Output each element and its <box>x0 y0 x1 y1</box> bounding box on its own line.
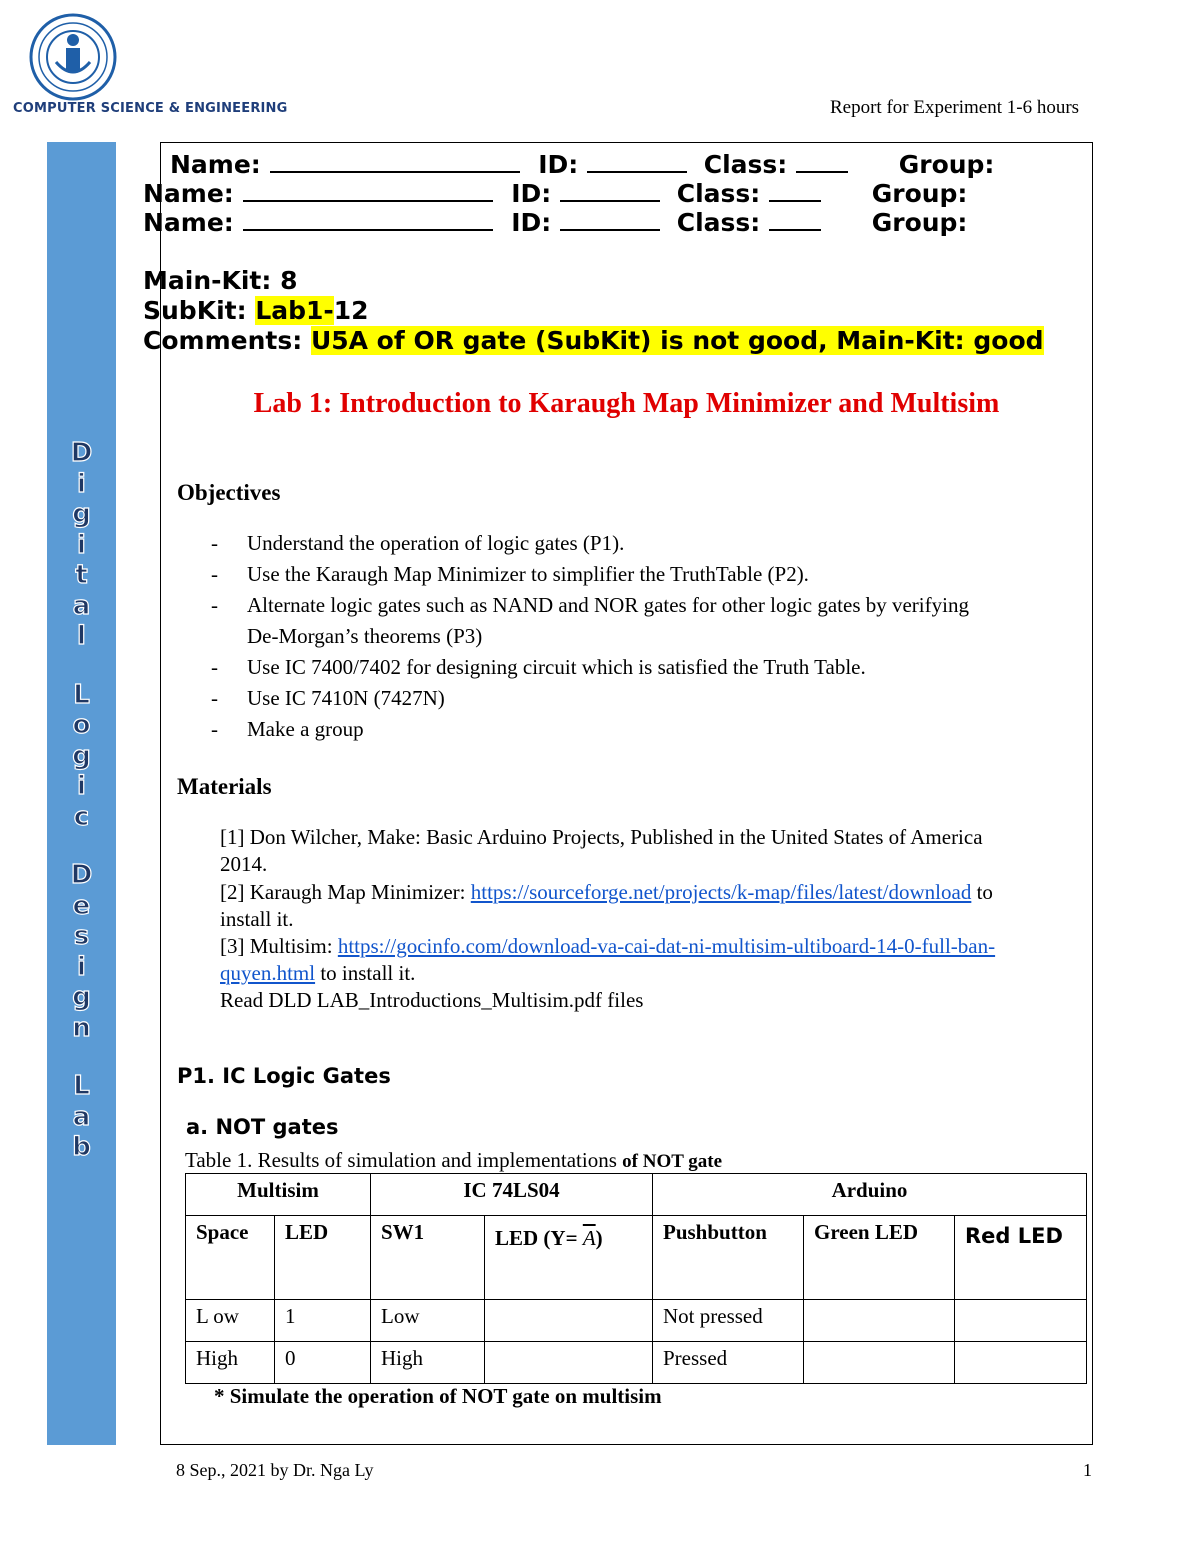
multisim-download-link[interactable]: https://gocinfo.com/download-va-cai-dat-ni-multisim-ultiboard-14-0-full-ban- <box>337 934 996 958</box>
group-label: Group: <box>871 208 968 237</box>
sidebar-letter: l <box>77 621 86 651</box>
not-gate-results-table <box>185 1173 1087 1384</box>
class-label: Class: <box>676 208 761 237</box>
column-header-red-led: Red LED <box>955 1216 1087 1300</box>
sidebar-letter: o <box>72 710 91 740</box>
comments-label: Comments: <box>143 326 303 355</box>
id-field[interactable] <box>560 207 660 231</box>
name-row-1 <box>170 149 994 179</box>
material-2-line2: install it. <box>220 907 294 931</box>
id-label: ID: <box>511 208 552 237</box>
sidebar-letter: g <box>72 982 91 1012</box>
class-field[interactable] <box>796 149 848 173</box>
column-header-led: LED <box>275 1216 371 1300</box>
sidebar-letter: e <box>72 890 91 921</box>
footer-author: 8 Sep., 2021 by Dr. Nga Ly <box>176 1460 374 1480</box>
column-header-led-y: LED $(Y= \overline{A})$ <box>485 1216 653 1300</box>
class-field[interactable] <box>769 178 821 202</box>
class-label: Class: <box>676 179 761 208</box>
subkit-value-rest: 12 <box>333 296 369 325</box>
sidebar-letter: L <box>73 1071 90 1101</box>
column-header-space: Space <box>186 1216 275 1300</box>
column-header-green-led: Green LED <box>804 1216 955 1300</box>
subkit-value-highlight: Lab1- <box>255 296 334 325</box>
id-label: ID: <box>511 179 552 208</box>
main-kit-value: 8 <box>280 266 298 295</box>
comments-value: U5A of OR gate (SubKit) is not good, Main-Kit: good <box>310 326 1044 355</box>
sidebar-letter: i <box>77 771 86 801</box>
name-row-3 <box>143 207 967 237</box>
group-header-ic: IC 74LS04 <box>371 1174 653 1216</box>
group-header-multisim: Multisim <box>186 1174 371 1216</box>
kmap-download-link[interactable]: https://sourceforge.net/projects/k-map/files/latest/download <box>470 880 972 904</box>
material-1-line1: [1] Don Wilcher, Make: Basic Arduino Projects, Published in the United States of America <box>220 825 983 849</box>
name-row-2 <box>143 178 967 208</box>
id-field[interactable] <box>560 178 660 202</box>
name-field[interactable] <box>243 178 493 202</box>
materials-heading: Materials <box>177 774 272 799</box>
department-name: COMPUTER SCIENCE & ENGINEERING <box>13 101 288 116</box>
report-label: Report for Experiment 1-6 hours <box>830 97 1080 118</box>
material-2-line1: [2] Karaugh Map Minimizer: https://sourceforge.net/projects/k-map/files/latest/download to <box>220 880 993 904</box>
sidebar-banner <box>47 142 116 1445</box>
page-number: 1 <box>1083 1460 1092 1480</box>
column-header-sw1: SW1 <box>371 1216 485 1300</box>
university-logo-icon <box>28 12 118 102</box>
sidebar-letter: i <box>77 951 86 982</box>
material-3-line1: [3] Multisim: https://gocinfo.com/download-va-cai-dat-ni-multisim-ultiboard-14-0-full-ban- <box>220 934 996 958</box>
sidebar-letter: a <box>72 1101 91 1132</box>
table-caption: Table 1. Results of simulation and implementations of NOT gate <box>185 1148 723 1172</box>
class-field[interactable] <box>769 207 821 231</box>
group-label: Group: <box>898 150 995 179</box>
name-label: Name: <box>143 208 234 237</box>
p1-sub-a: a. NOT gates <box>186 1115 339 1139</box>
sidebar-letter: b <box>72 1132 91 1162</box>
sidebar-letter: D <box>70 438 93 468</box>
class-label: Class: <box>703 150 788 179</box>
main-kit-label: Main-Kit: <box>143 266 272 295</box>
sidebar-letter: s <box>73 921 90 951</box>
group-label: Group: <box>871 179 968 208</box>
page-title: Lab 1: Introduction to Karaugh Map Minimizer and Multisim <box>253 388 1000 419</box>
material-4: Read DLD LAB_Introductions_Multisim.pdf files <box>220 988 644 1012</box>
material-3-line2: quyen.html to install it. <box>220 961 416 985</box>
name-label: Name: <box>170 150 261 179</box>
sidebar-letter: t <box>75 560 88 590</box>
p1-heading: P1. IC Logic Gates <box>177 1064 391 1088</box>
sidebar-letter: L <box>73 679 90 710</box>
sidebar-letter: i <box>77 529 86 560</box>
subkit-row <box>143 296 369 325</box>
material-1-line2: 2014. <box>220 852 268 876</box>
subkit-label: SubKit: <box>143 296 247 325</box>
table-row: High 0 High Pressed <box>186 1342 1087 1384</box>
name-label: Name: <box>143 179 234 208</box>
simulation-note: * Simulate the operation of NOT gate on multisim <box>214 1384 662 1408</box>
sidebar-letter: i <box>77 468 86 499</box>
objectives-heading: Objectives <box>177 480 281 505</box>
main-kit-row <box>143 266 298 295</box>
column-header-pushbutton: Pushbutton <box>653 1216 804 1300</box>
table-row: L ow 1 Low Not pressed <box>186 1300 1087 1342</box>
sidebar-letter: a <box>72 590 91 621</box>
group-header-arduino: Arduino <box>653 1174 1087 1216</box>
sidebar-letter: g <box>72 740 91 771</box>
sidebar-letter: g <box>72 499 91 529</box>
id-field[interactable] <box>587 149 687 173</box>
sidebar-letter: n <box>72 1012 91 1043</box>
name-field[interactable] <box>243 207 493 231</box>
id-label: ID: <box>538 150 579 179</box>
sidebar-letter: c <box>73 801 90 832</box>
name-field[interactable] <box>270 149 520 173</box>
multisim-download-link-cont[interactable]: quyen.html <box>220 961 316 985</box>
sidebar-letter: D <box>70 860 93 890</box>
comments-row <box>143 326 1044 355</box>
